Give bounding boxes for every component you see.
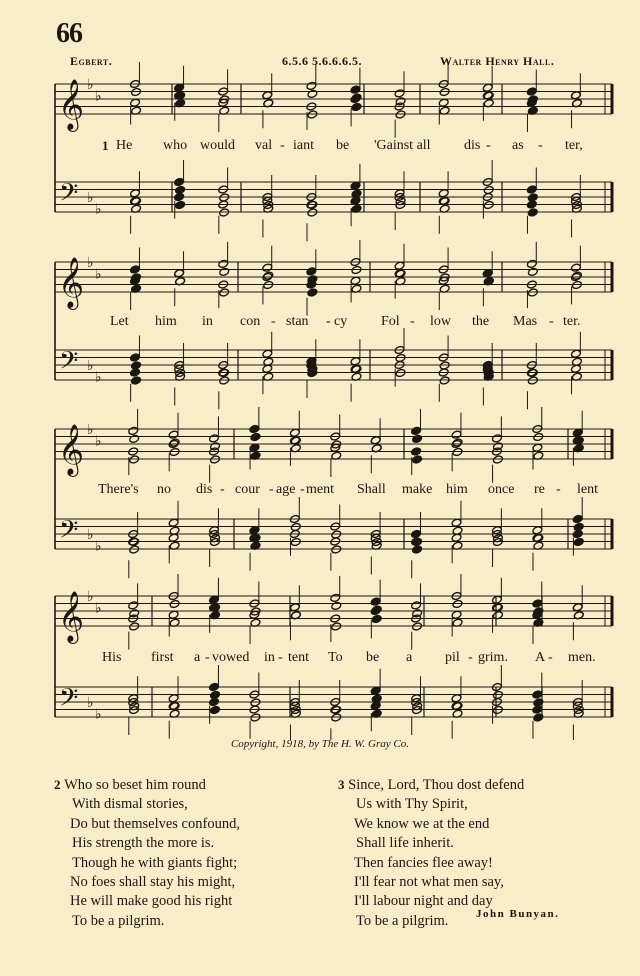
notehead — [572, 529, 583, 538]
syllable: 'Gainst all — [374, 138, 431, 153]
notehead — [249, 443, 260, 452]
hyphen: - — [549, 314, 554, 329]
notehead — [492, 595, 503, 604]
flat-icon: ♭ — [95, 88, 102, 105]
bass-clef-icon: 𝄢 — [59, 515, 79, 551]
final-barline — [611, 687, 614, 717]
syllable: once — [488, 482, 515, 497]
syllable: tent — [288, 650, 309, 665]
notehead — [571, 364, 582, 373]
notehead — [249, 526, 260, 535]
syllable: first — [151, 650, 174, 665]
syllable: a — [194, 650, 201, 665]
notehead — [306, 81, 317, 90]
notehead — [174, 192, 185, 201]
syllable: val — [255, 138, 273, 153]
flat-icon: ♭ — [87, 589, 94, 605]
bass-clef-icon: 𝄢 — [59, 346, 79, 382]
syllable: low — [430, 314, 451, 329]
notehead — [527, 208, 538, 217]
notehead — [210, 705, 221, 714]
notehead — [209, 697, 220, 706]
syllable: cour — [235, 482, 260, 497]
hyphen: - — [220, 482, 225, 497]
verse-line: I'll fear not what men say, — [354, 874, 504, 891]
flat-icon: ♭ — [87, 422, 94, 438]
notehead — [571, 263, 582, 272]
notehead — [331, 601, 342, 610]
notehead — [532, 690, 543, 699]
verse-line: To be a pilgrim. — [356, 912, 449, 929]
syllable: as — [512, 138, 524, 153]
notehead — [209, 595, 220, 604]
syllable: no — [157, 482, 171, 497]
notehead — [168, 518, 179, 527]
treble-clef-icon: 𝄞 — [58, 257, 85, 308]
syllable: cy — [334, 314, 348, 329]
syllable: would — [200, 138, 235, 153]
syllable: vowed — [212, 650, 250, 665]
verse-number: 3 — [338, 777, 345, 792]
notehead — [130, 98, 141, 107]
syllable: make — [402, 482, 433, 497]
notehead — [262, 263, 273, 272]
syllable: pil — [445, 650, 460, 665]
verse-number: 2 — [54, 777, 61, 792]
verse-line: He will make good his right — [70, 893, 233, 910]
notehead — [370, 606, 381, 615]
verse-line: Shall life inherit. — [356, 835, 454, 852]
flat-icon: ♭ — [87, 77, 94, 93]
notehead — [532, 599, 543, 608]
notehead — [370, 701, 381, 710]
verse-text: Since, Lord, Thou dost defend — [348, 777, 525, 793]
bass-clef-icon: 𝄢 — [59, 683, 79, 719]
treble-clef-icon: 𝄞 — [58, 79, 85, 130]
flat-icon: ♭ — [87, 255, 94, 271]
verse-line — [338, 775, 524, 795]
notehead — [412, 455, 423, 464]
notehead — [526, 200, 537, 209]
notehead — [532, 443, 543, 452]
notehead — [218, 259, 229, 268]
verse-line: Do but themselves confound, — [70, 815, 240, 832]
syllable: ment — [306, 482, 334, 497]
notehead — [527, 267, 538, 276]
notehead — [526, 185, 537, 194]
notehead — [350, 85, 361, 94]
flat-icon: ♭ — [87, 190, 94, 206]
flat-icon: ♭ — [95, 433, 102, 450]
syllable: lent — [577, 482, 598, 497]
verse-line: No foes shall stay his might, — [70, 874, 236, 891]
hyphen: - — [278, 650, 283, 665]
notehead — [350, 196, 361, 205]
notehead — [131, 376, 142, 385]
notehead — [572, 603, 583, 612]
syllable: A — [535, 650, 546, 665]
tune-name: Egbert. — [70, 54, 113, 68]
notehead — [482, 269, 493, 278]
hyphen: - — [410, 314, 415, 329]
notehead — [250, 432, 261, 441]
flat-icon: ♭ — [87, 695, 94, 711]
syllable: in — [264, 650, 275, 665]
verse-line: With dismal stories, — [72, 796, 188, 813]
notehead — [262, 364, 273, 373]
notehead — [411, 447, 422, 456]
notehead — [174, 269, 185, 278]
final-barline — [611, 182, 614, 212]
notehead — [262, 91, 273, 100]
syllable: dis — [196, 482, 213, 497]
flat-icon: ♭ — [95, 369, 102, 386]
syllable: re — [534, 482, 545, 497]
notehead — [572, 514, 583, 523]
notehead — [571, 91, 582, 100]
hyphen: - — [468, 650, 473, 665]
notehead — [451, 430, 462, 439]
notehead — [438, 98, 449, 107]
notehead — [168, 610, 179, 619]
hyphen: - — [269, 482, 274, 497]
notehead — [289, 428, 300, 437]
notehead — [249, 424, 260, 433]
syllable: who — [163, 138, 188, 153]
syllable: His — [102, 650, 122, 665]
flat-icon: ♭ — [87, 527, 94, 543]
notehead — [572, 428, 583, 437]
treble-clef-icon: 𝄞 — [58, 591, 85, 642]
syllable: be — [336, 138, 350, 153]
notehead — [330, 593, 341, 602]
notehead — [451, 518, 462, 527]
syllable: Mas — [513, 314, 538, 329]
notehead — [411, 601, 422, 610]
notehead — [451, 694, 462, 703]
final-barline — [611, 262, 614, 292]
notehead — [412, 545, 423, 554]
flat-icon: ♭ — [95, 201, 102, 218]
notehead — [307, 288, 318, 297]
final-barline — [611, 350, 614, 380]
syllable: age — [276, 482, 296, 497]
hyphen: - — [326, 314, 331, 329]
notehead — [571, 349, 582, 358]
flat-icon: ♭ — [95, 600, 102, 617]
notehead — [411, 426, 422, 435]
notehead — [350, 357, 361, 366]
notehead — [209, 434, 220, 443]
syllable: him — [155, 314, 177, 329]
syllable: men. — [568, 650, 596, 665]
hyphen: - — [300, 482, 305, 497]
verse-line: Then fancies flee away! — [354, 854, 493, 871]
notehead — [168, 694, 179, 703]
notehead — [168, 533, 179, 542]
notehead — [370, 597, 381, 606]
hyphen: - — [280, 138, 285, 153]
hyphen: - — [486, 138, 491, 153]
notehead — [306, 267, 317, 276]
syllable: in — [202, 314, 213, 329]
notehead — [370, 436, 381, 445]
page-number: 66 — [56, 18, 82, 49]
hyphen: - — [556, 482, 561, 497]
verse-2 — [54, 775, 240, 931]
notehead — [307, 89, 318, 98]
syllable: a — [406, 650, 413, 665]
syllable: Fol — [381, 314, 400, 329]
verse-line — [54, 775, 240, 795]
author: John Bunyan. — [476, 908, 560, 920]
hyphen: - — [548, 650, 553, 665]
meter: 6.5.6 5.6.6.6.5. — [282, 54, 362, 68]
notehead — [573, 537, 584, 546]
flat-icon: ♭ — [87, 358, 94, 374]
verse-line: To be a pilgrim. — [72, 912, 165, 929]
final-barline — [611, 596, 614, 626]
flat-icon: ♭ — [95, 266, 102, 283]
notehead — [526, 87, 537, 96]
syllable: dis — [464, 138, 481, 153]
notehead — [350, 181, 361, 190]
final-barline — [611, 429, 614, 459]
syllable: be — [366, 650, 380, 665]
notehead — [532, 526, 543, 535]
notehead — [130, 353, 141, 362]
syllable: To — [328, 650, 343, 665]
notehead — [351, 102, 362, 111]
notehead — [370, 686, 381, 695]
verse-number: 1 — [102, 138, 109, 153]
notehead — [438, 189, 449, 198]
syllable: stan — [286, 314, 309, 329]
notehead — [526, 259, 537, 268]
syllable: Let — [110, 314, 129, 329]
notehead — [130, 368, 141, 377]
verse-line: Us with Thy Spirit, — [356, 796, 468, 813]
notehead — [130, 189, 141, 198]
notehead — [131, 87, 142, 96]
notehead — [350, 94, 361, 103]
verse-line: We know we at the end — [354, 815, 490, 832]
flat-icon: ♭ — [95, 538, 102, 555]
notehead — [492, 434, 503, 443]
notehead — [533, 713, 544, 722]
notehead — [174, 83, 185, 92]
treble-clef-icon: 𝄞 — [58, 424, 85, 475]
notehead — [394, 89, 405, 98]
notehead — [174, 177, 185, 186]
verse-line: His strength the more is. — [72, 835, 215, 852]
notehead — [350, 276, 361, 285]
hyphen: - — [538, 138, 543, 153]
syllable: grim. — [478, 650, 508, 665]
syllable: ter. — [563, 314, 581, 329]
notehead — [412, 434, 423, 443]
notehead — [168, 430, 179, 439]
notehead — [130, 265, 141, 274]
notehead — [262, 349, 273, 358]
syllable: the — [472, 314, 490, 329]
notehead — [129, 434, 140, 443]
verse-line: Though he with giants fight; — [72, 854, 238, 871]
syllable: him — [446, 482, 468, 497]
notehead — [411, 529, 422, 538]
syllable: There's — [98, 482, 139, 497]
flat-icon: ♭ — [95, 706, 102, 723]
syllable: ter, — [565, 138, 583, 153]
syllable: iant — [293, 138, 314, 153]
notehead — [209, 682, 220, 691]
notehead — [532, 705, 543, 714]
notehead — [482, 83, 493, 92]
hyphen: - — [271, 314, 276, 329]
final-barline — [611, 519, 614, 549]
composer: Walter Henry Hall. — [440, 54, 555, 68]
notehead — [394, 261, 405, 270]
notehead — [175, 200, 186, 209]
verse-line: I'll labour night and day — [354, 893, 493, 910]
syllable: con — [240, 314, 261, 329]
bass-clef-icon: 𝄢 — [59, 178, 79, 214]
syllable: Shall — [357, 482, 386, 497]
notehead — [451, 610, 462, 619]
hyphen: - — [205, 650, 210, 665]
syllable: He — [116, 138, 133, 153]
notehead — [219, 267, 230, 276]
copyright: Copyright, 1918, by The H. W. Gray Co. — [230, 738, 410, 750]
notehead — [128, 426, 139, 435]
final-barline — [611, 84, 614, 114]
verse-text: Who so beset him round — [64, 777, 206, 793]
notehead — [371, 614, 382, 623]
notehead — [451, 533, 462, 542]
notehead — [128, 601, 139, 610]
notehead — [289, 603, 300, 612]
